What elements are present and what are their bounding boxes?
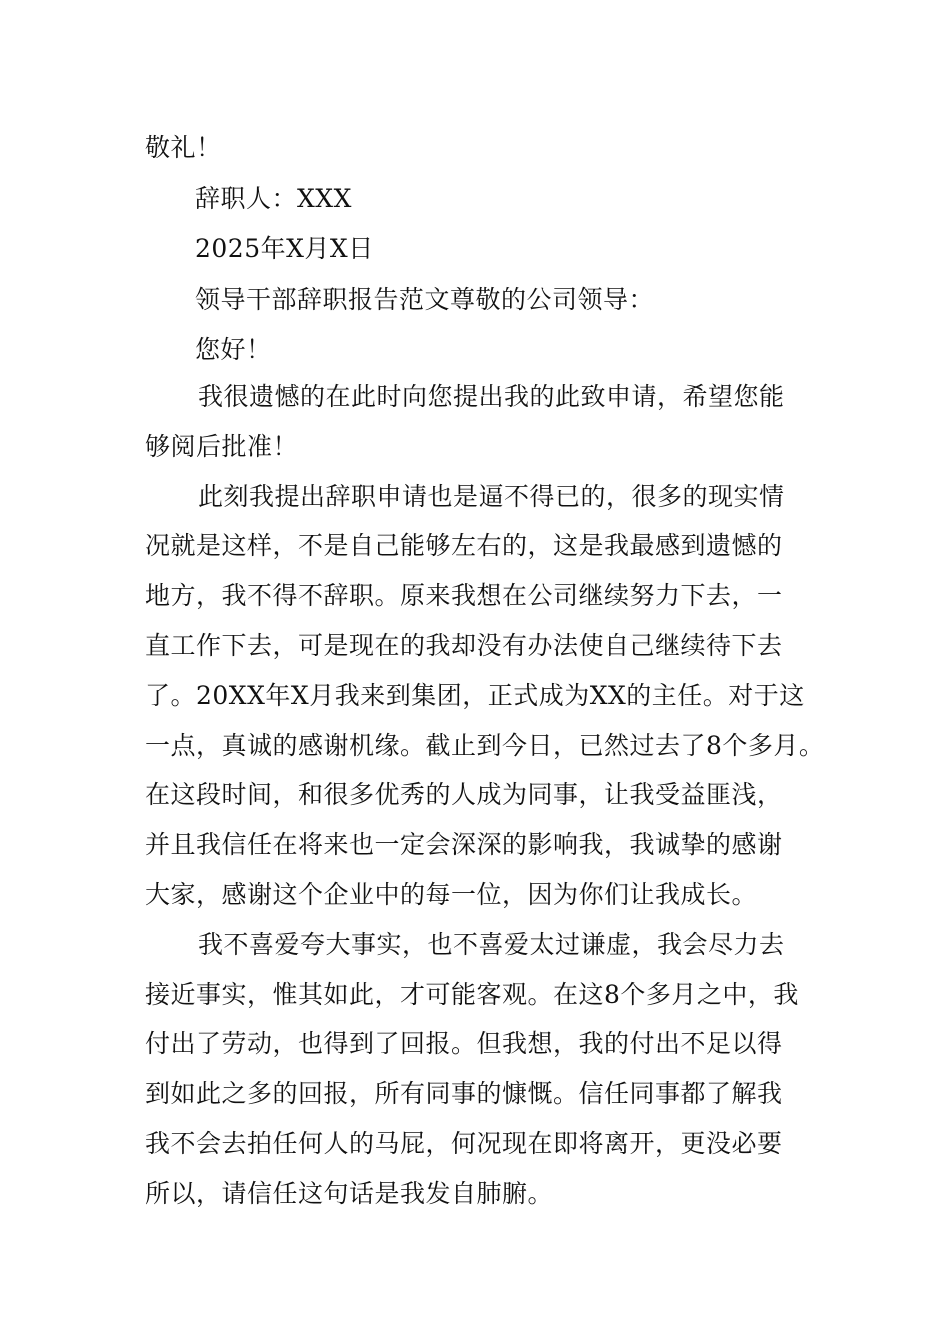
signer-line: 辞职人：XXX [195, 184, 352, 213]
paragraph-line: 此刻我提出辞职申请也是逼不得已的，很多的现实情 [198, 482, 785, 511]
greeting-line: 您好！ [195, 335, 272, 364]
paragraph-line: 接近事实，惟其如此，才可能客观。在这8个多月之中，我 [145, 980, 799, 1009]
paragraph-line: 在这段时间，和很多优秀的人成为同事，让我受益匪浅， [145, 780, 783, 809]
paragraph-line: 并且我信任在将来也一定会深深的影响我，我诚挚的感谢 [145, 830, 783, 859]
paragraph-line: 一点，真诚的感谢机缘。截止到今日，已然过去了8个多月。 [145, 731, 825, 760]
title-salutation-line: 领导干部辞职报告范文尊敬的公司领导： [195, 285, 655, 314]
paragraph-line: 况就是这样，不是自己能够左右的，这是我最感到遗憾的 [145, 531, 783, 560]
paragraph-line: 地方，我不得不辞职。原来我想在公司继续努力下去，一 [145, 581, 783, 610]
paragraph-line: 所以，请信任这句话是我发自肺腑。 [145, 1179, 554, 1208]
paragraph-line: 我很遗憾的在此时向您提出我的此致申请，希望您能 [198, 382, 785, 411]
paragraph-line: 够阅后批准！ [145, 432, 299, 461]
date-line: 2025年X月X日 [195, 234, 374, 263]
paragraph-line: 我不喜爱夸大事实，也不喜爱太过谦虚，我会尽力去 [198, 930, 785, 959]
paragraph-line: 了。20XX年X月我来到集团，正式成为XX的主任。对于这 [145, 681, 805, 710]
closing-salute: 敬礼！ [145, 133, 222, 162]
paragraph-line: 付出了劳动，也得到了回报。但我想，我的付出不足以得 [145, 1029, 783, 1058]
paragraph-line: 大家，感谢这个企业中的每一位，因为你们让我成长。 [145, 880, 758, 909]
paragraph-line: 我不会去拍任何人的马屁，何况现在即将离开，更没必要 [145, 1129, 783, 1158]
paragraph-line: 到如此之多的回报，所有同事的慷慨。信任同事都了解我 [145, 1079, 783, 1108]
paragraph-line: 直工作下去，可是现在的我却没有办法使自己继续待下去 [145, 631, 783, 660]
